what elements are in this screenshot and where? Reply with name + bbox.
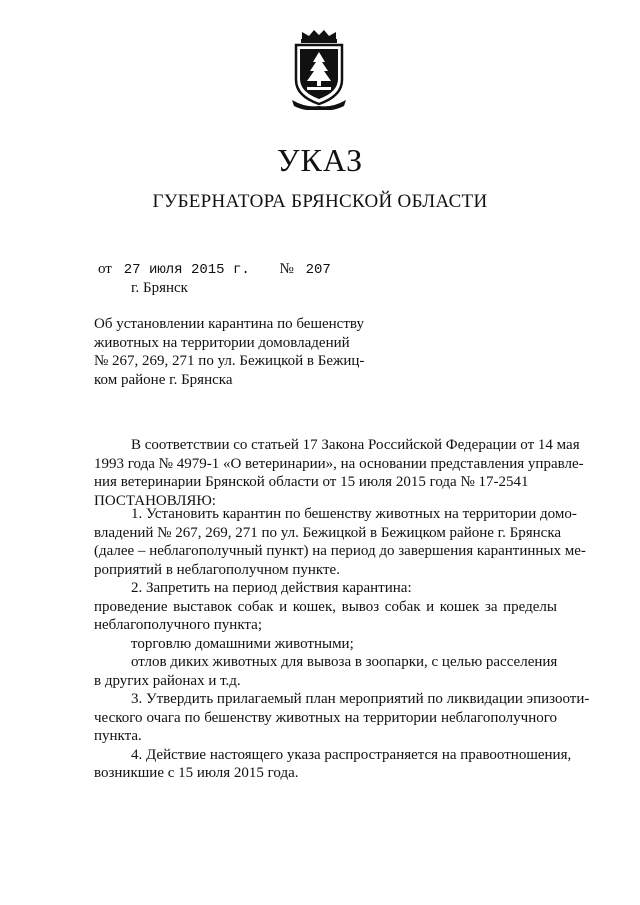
subject-line: Об установлении карантина по бешенству — [94, 316, 364, 332]
subject-line: животных на территории домовладений — [94, 334, 350, 351]
item-2-subline: отлов диких животных для вывоза в зоопарки, с целью расселения — [131, 654, 558, 670]
item-2-subline: неблагополучного пункта; — [94, 617, 262, 633]
item-4-line: возникшие с 15 июля 2015 года. — [94, 765, 299, 781]
text-line: ния ветеринарии Брянской области от 15 июля 2015 года № 17-2541 — [94, 474, 529, 490]
item-1-line: роприятий в неблагополучном пункте. — [94, 561, 340, 578]
text-line: 1993 года № 4979-1 «О ветеринарии», на основании представления управле- — [94, 455, 584, 472]
date-number-line — [98, 260, 331, 279]
item-2-subline: в других районах и т.д. — [94, 672, 241, 689]
subject-line: ком районе г. Брянска — [94, 371, 233, 388]
item-4-line: 4. Действие настоящего указа распространяется на правоотношения, — [131, 746, 572, 763]
item-1-line: 1. Установить карантин по бешенству животных на территории домо- — [131, 506, 577, 522]
number-sign: № — [279, 261, 294, 277]
item-1-line: (далее – неблагополучный пункт) на период до завершения карантинных ме- — [94, 543, 586, 559]
document-number: 207 — [305, 262, 331, 278]
preamble-paragraph — [94, 436, 584, 510]
subject-line: № 267, 269, 271 по ул. Бежицкой в Бежиц- — [94, 353, 365, 369]
document-subject — [94, 315, 374, 389]
document-title: УКАЗ — [276, 142, 364, 178]
document-date: 27 июля 2015 г. — [123, 262, 250, 278]
text-line: В соответствии со статьей 17 Закона Российской Федерации от 14 мая — [131, 437, 580, 453]
item-3-line: 3. Утвердить прилагаемый план мероприятий по ликвидации эпизооти- — [131, 691, 590, 707]
resolution-items — [94, 505, 590, 783]
coat-of-arms-icon — [288, 28, 350, 110]
item-2-line: 2. Запретить на период действия карантина: — [131, 580, 412, 596]
item-2-subline: торговлю домашними животными; — [131, 635, 354, 652]
item-2-subline: проведение выставок собак и кошек, вывоз собак и кошек за пределы — [94, 598, 557, 615]
document-city: г. Брянск — [131, 280, 188, 296]
item-3-line: пункта. — [94, 728, 142, 744]
item-3-line: ческого очага по бешенству животных на территории неблагополучного — [94, 709, 557, 726]
resolution-word: ПОСТАНОВЛЯЮ: — [94, 492, 216, 509]
date-prefix: от — [98, 261, 112, 277]
item-1-line: владений № 267, 269, 271 по ул. Бежицкой в Бежицком районе г. Брянска — [94, 524, 562, 541]
document-issuer: ГУБЕРНАТОРА БРЯНСКОЙ ОБЛАСТИ — [152, 191, 488, 212]
